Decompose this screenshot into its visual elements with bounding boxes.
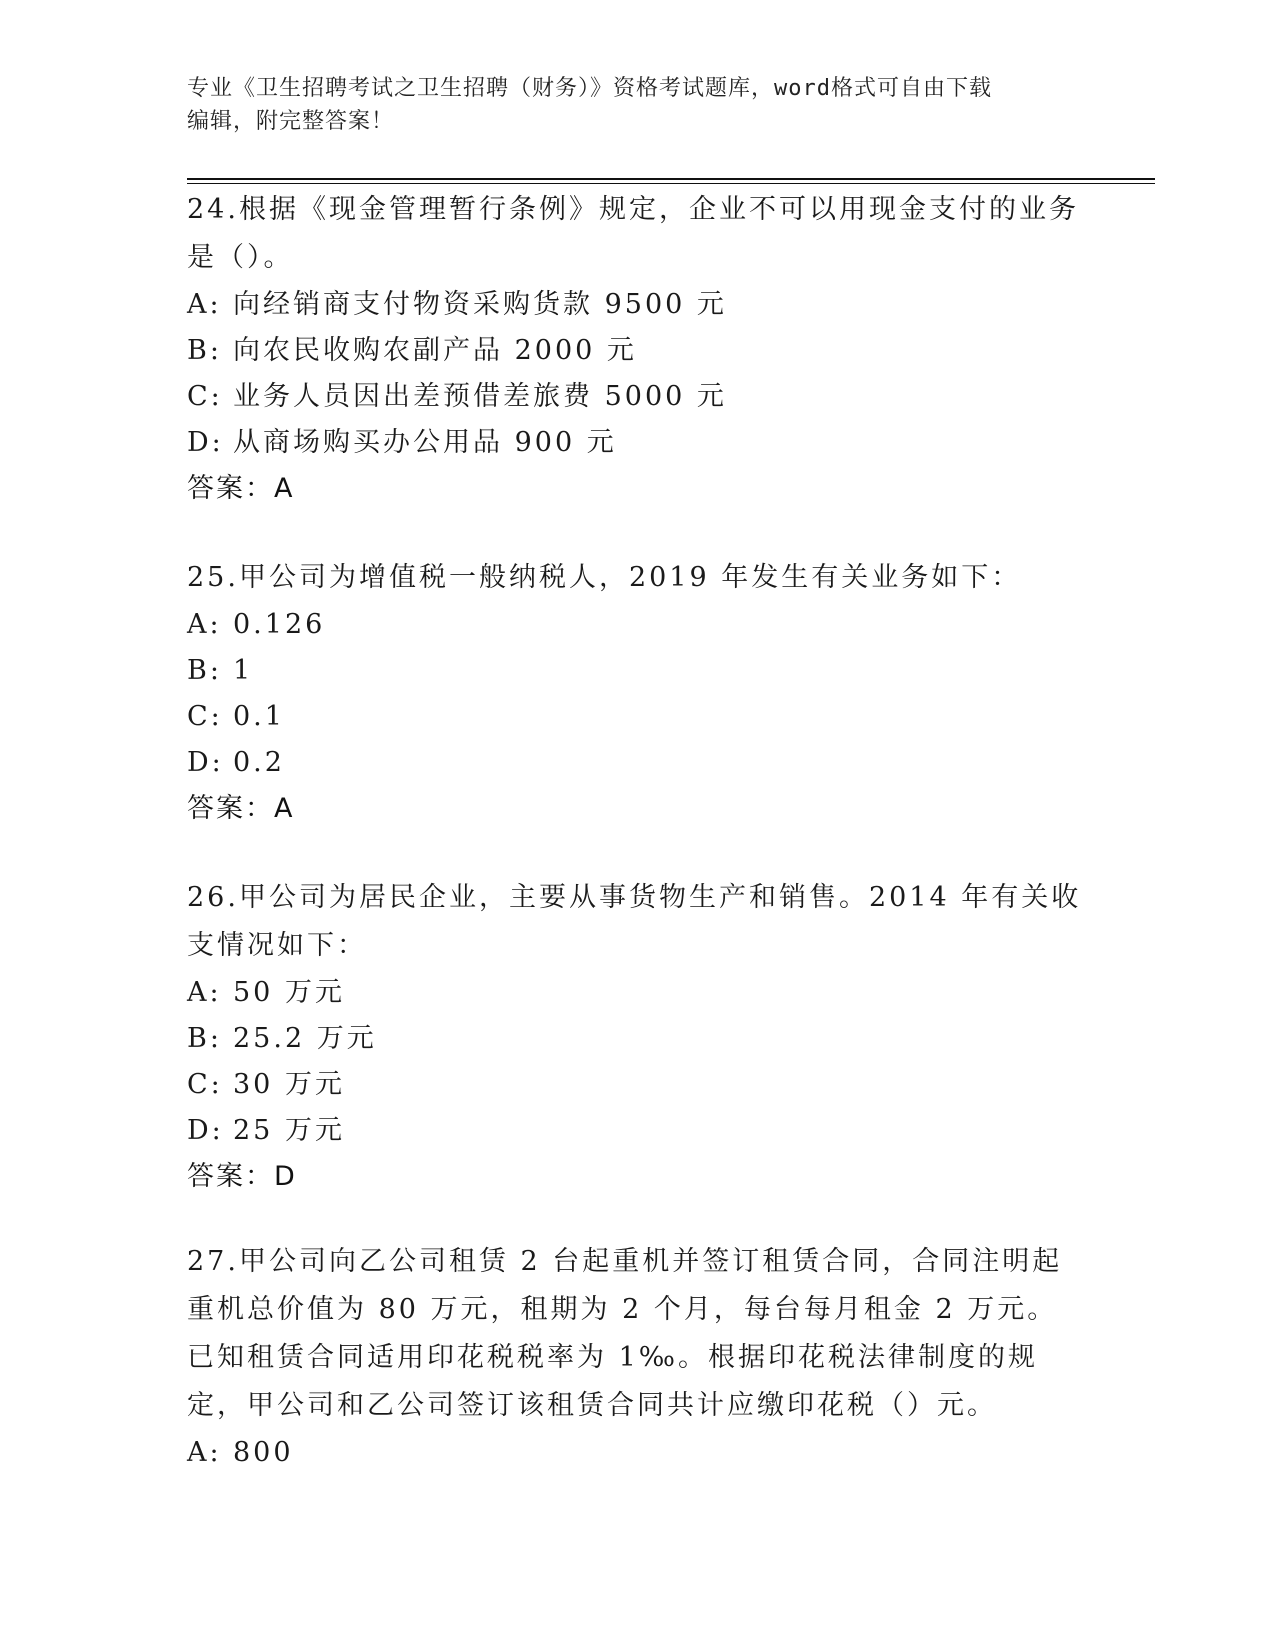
option-text: 0.126: [233, 609, 326, 640]
option-text: 向经销商支付物资采购货款 9500 元: [233, 289, 727, 320]
question-text: 24.根据《现金管理暂行条例》规定，企业不可以用现金支付的业务是（）。: [187, 194, 1079, 273]
answer: 答案：D: [187, 1161, 297, 1192]
answer: 答案：A: [187, 793, 295, 824]
question-text: 26.甲公司为居民企业，主要从事货物生产和销售。2014 年有关收支情况如下：: [187, 882, 1082, 961]
option-label: D:: [187, 747, 224, 778]
option-d: [187, 1108, 1087, 1154]
option-label: C:: [187, 1069, 223, 1100]
option-a: [187, 1430, 1087, 1476]
option-label: A:: [187, 289, 222, 320]
option-label: D:: [187, 427, 224, 458]
option-label: B:: [187, 655, 222, 686]
option-text: 25 万元: [233, 1115, 345, 1146]
question-24: [187, 186, 1087, 512]
header-divider-thin: [187, 183, 1155, 184]
option-text: 1: [233, 655, 254, 686]
option-text: 30 万元: [233, 1069, 345, 1100]
option-label: A:: [187, 977, 222, 1008]
document-header: [187, 72, 1087, 138]
option-text: 从商场购买办公用品 900 元: [233, 427, 617, 458]
option-label: C:: [187, 701, 223, 732]
option-b: [187, 1016, 1087, 1062]
option-text: 800: [233, 1437, 294, 1468]
option-d: [187, 740, 1087, 786]
option-a: [187, 282, 1087, 328]
option-a: [187, 970, 1087, 1016]
header-line-2: 编辑，附完整答案！: [187, 109, 395, 134]
question-text: 27.甲公司向乙公司租赁 2 台起重机并签订租赁合同，合同注明起重机总价值为 80 万元，租期为 2 个月，每台每月租金 2 万元。已知租赁合同适用印花税税率为 1‰。根据印花税法律制度的规定，甲公司和乙公司签订该租赁合同共计应缴印花税（）元。: [187, 1246, 1063, 1421]
option-text: 业务人员因出差预借差旅费 5000 元: [233, 381, 727, 412]
option-a: [187, 602, 1087, 648]
option-b: [187, 328, 1087, 374]
option-label: C:: [187, 381, 223, 412]
option-d: [187, 420, 1087, 466]
option-c: [187, 1062, 1087, 1108]
option-text: 25.2 万元: [233, 1023, 377, 1054]
option-label: B:: [187, 1023, 222, 1054]
question-25: [187, 554, 1087, 832]
header-line-1: 专业《卫生招聘考试之卫生招聘（财务）》资格考试题库，word格式可自由下载: [187, 76, 992, 101]
option-text: 0.2: [233, 747, 285, 778]
option-b: [187, 648, 1087, 694]
question-text: 25.甲公司为增值税一般纳税人，2019 年发生有关业务如下：: [187, 562, 1022, 593]
option-label: A:: [187, 609, 222, 640]
question-27: [187, 1238, 1087, 1476]
header-divider-thick: [187, 178, 1155, 180]
option-label: B:: [187, 335, 222, 366]
question-26: [187, 874, 1087, 1200]
option-c: [187, 374, 1087, 420]
option-label: A:: [187, 1437, 222, 1468]
option-text: 向农民收购农副产品 2000 元: [233, 335, 637, 366]
option-text: 0.1: [233, 701, 285, 732]
option-text: 50 万元: [233, 977, 345, 1008]
option-label: D:: [187, 1115, 224, 1146]
option-c: [187, 694, 1087, 740]
answer: 答案：A: [187, 473, 295, 504]
